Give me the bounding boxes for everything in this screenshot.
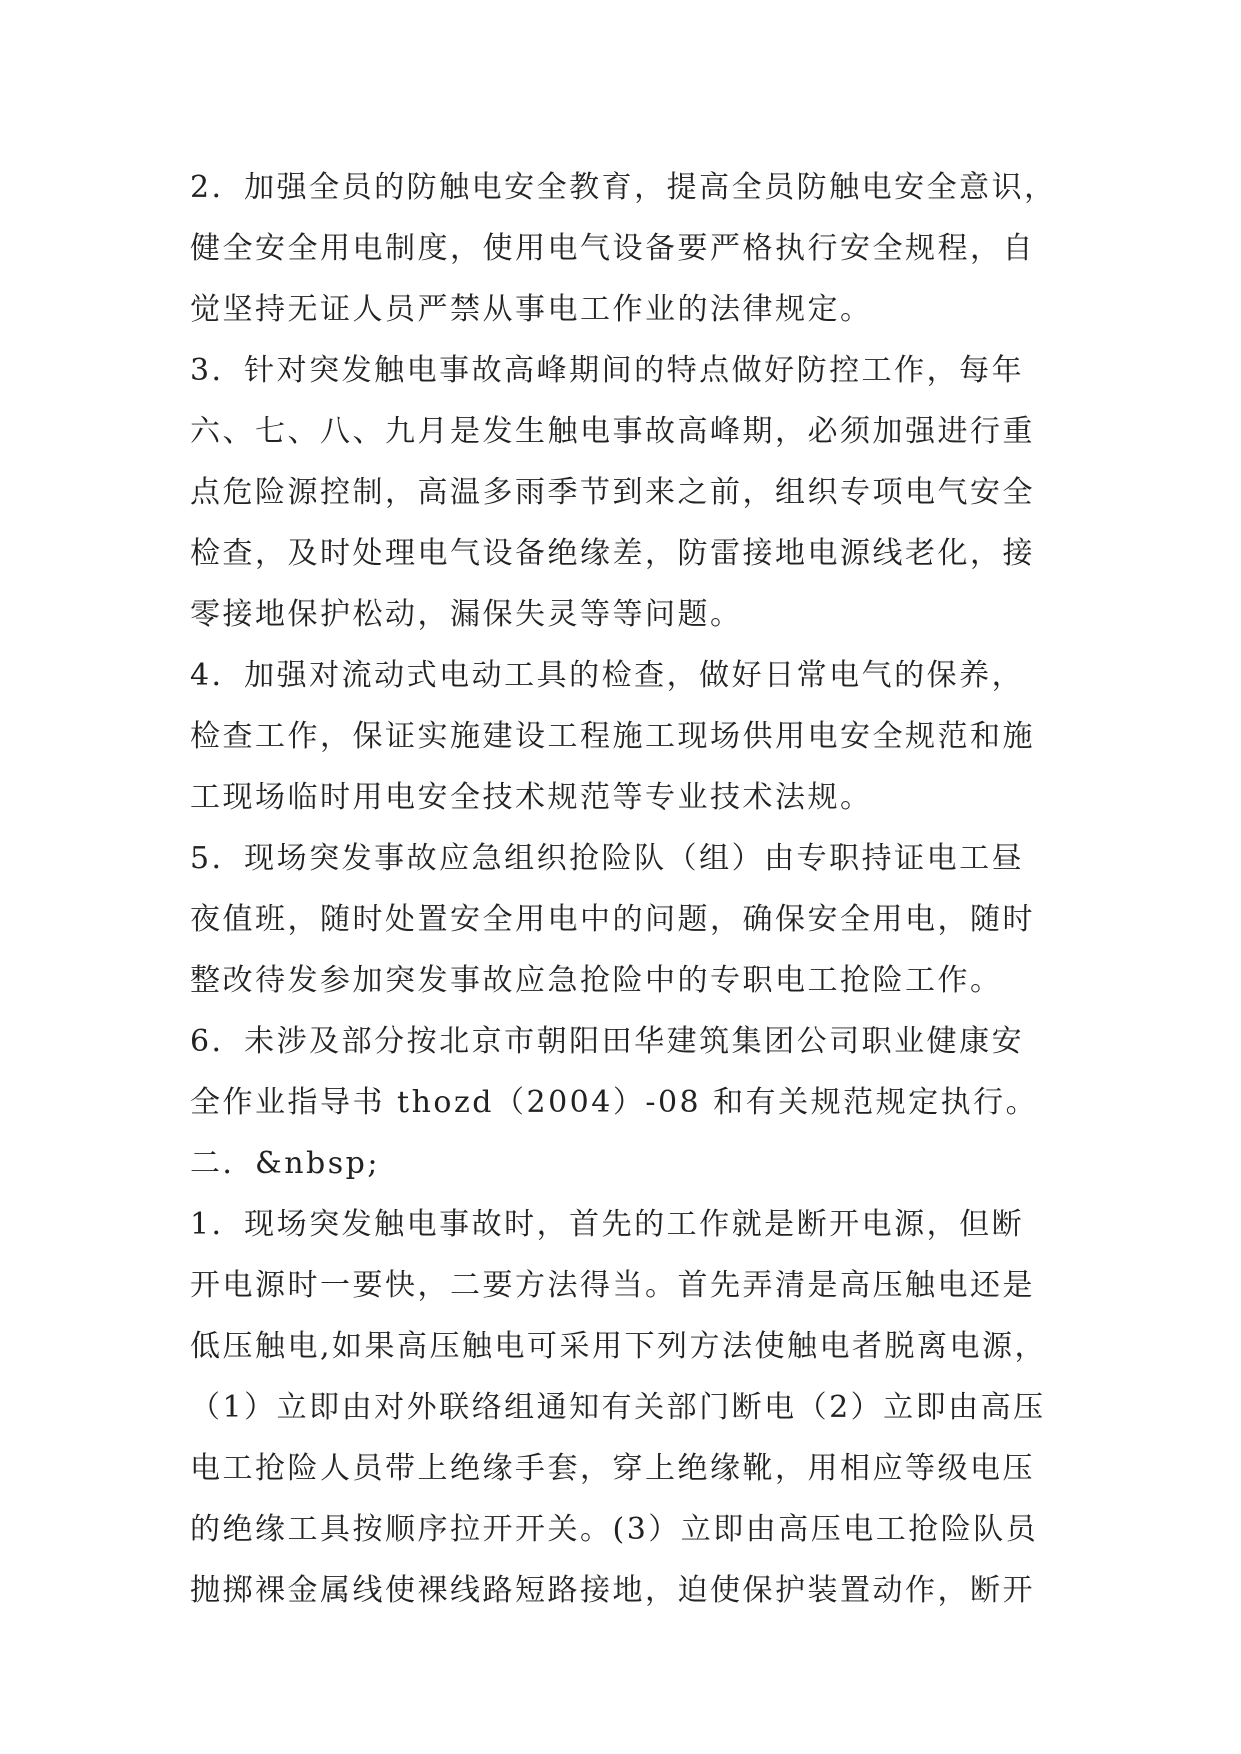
text-line: 3．针对突发触电事故高峰期间的特点做好防控工作，每年: [190, 353, 1025, 388]
text-line: 检查工作，保证实施建设工程施工现场供用电安全规范和施: [190, 719, 1035, 754]
paragraph-item-6: [190, 1011, 1090, 1133]
text-line: 检查，及时处理电气设备绝缘差，防雷接地电源线老化，接: [190, 536, 1035, 571]
paragraph-item-5: [190, 828, 1090, 1011]
text-line: 5．现场突发事故应急组织抢险队（组）由专职持证电工昼: [190, 841, 1025, 876]
text-line: 2．加强全员的防触电安全教育，提高全员防触电安全意识，: [190, 170, 1057, 205]
paragraph-item-3: [190, 340, 1090, 645]
paragraph-item-4: [190, 645, 1090, 828]
text-line: 健全安全用电制度，使用电气设备要严格执行安全规程，自: [190, 231, 1035, 266]
text-line: 整改待发参加突发事故应急抢险中的专职电工抢险工作。: [190, 963, 1003, 998]
text-line: 六、七、八、九月是发生触电事故高峰期，必须加强进行重: [190, 414, 1035, 449]
text-line: 低压触电,如果高压触电可采用下列方法使触电者脱离电源，: [190, 1329, 1048, 1364]
text-line: 零接地保护松动，漏保失灵等等问题。: [190, 597, 743, 632]
text-line: 电工抢险人员带上绝缘手套，穿上绝缘靴，用相应等级电压: [190, 1451, 1035, 1486]
text-line: 抛掷裸金属线使裸线路短路接地，迫使保护装置动作，断开: [190, 1573, 1035, 1608]
paragraph-section2-item-1: [190, 1194, 1090, 1621]
section-heading-2: [190, 1133, 1090, 1194]
text-line: 工现场临时用电安全技术规范等专业技术法规。: [190, 780, 873, 815]
text-line: 点危险源控制，高温多雨季节到来之前，组织专项电气安全: [190, 475, 1035, 510]
text-line: 觉坚持无证人员严禁从事电工作业的法律规定。: [190, 292, 873, 327]
text-line: 1．现场突发触电事故时，首先的工作就是断开电源，但断: [190, 1207, 1025, 1242]
paragraph-item-2: [190, 157, 1090, 340]
text-line: 二．&nbsp;: [190, 1146, 380, 1181]
text-line: （1）立即由对外联络组通知有关部门断电（2）立即由高压: [190, 1390, 1046, 1425]
text-line: 全作业指导书 thozd（2004）-08 和有关规范规定执行。: [190, 1085, 1039, 1120]
text-line: 夜值班，随时处置安全用电中的问题，确保安全用电，随时: [190, 902, 1035, 937]
text-line: 开电源时一要快，二要方法得当。首先弄清是高压触电还是: [190, 1268, 1035, 1303]
text-line: 6．未涉及部分按北京市朝阳田华建筑集团公司职业健康安: [190, 1024, 1025, 1059]
text-line: 的绝缘工具按顺序拉开开关。(3）立即由高压电工抢险队员: [190, 1512, 1039, 1547]
text-line: 4．加强对流动式电动工具的检查，做好日常电气的保养，: [190, 658, 1025, 693]
document-body: [190, 157, 1090, 1621]
